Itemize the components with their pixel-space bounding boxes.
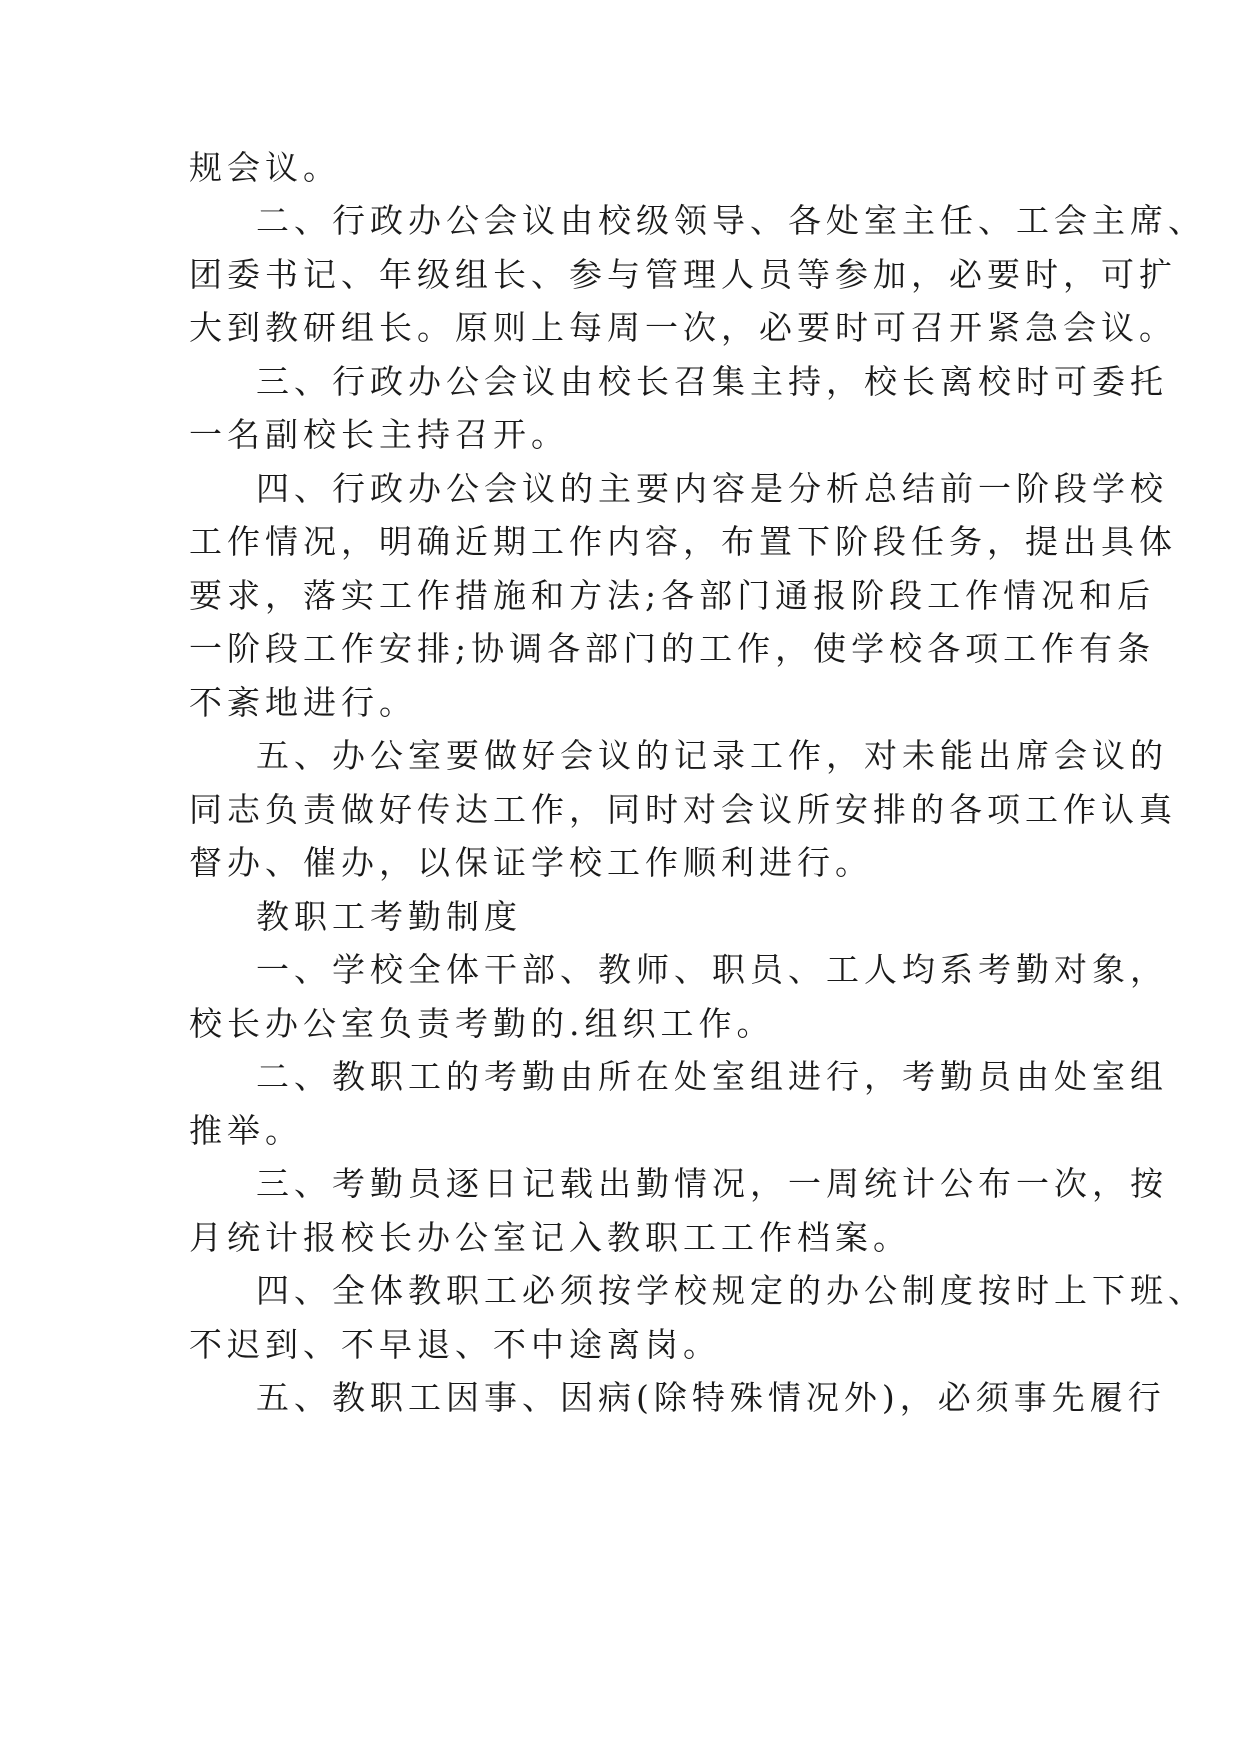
- paragraph-start: 三、行政办公会议由校长召集主持，校长离校时可委托: [256, 362, 1168, 401]
- paragraph-start: 四、全体教职工必须按学校规定的办公制度按时上下班、: [256, 1271, 1206, 1310]
- paragraph-start: 五、教职工因事、因病(除特殊情况外)，必须事先履行: [256, 1378, 1166, 1417]
- paragraph-start: 二、教职工的考勤由所在处室组进行，考勤员由处室组: [256, 1057, 1168, 1096]
- text-line: 规会议。: [189, 148, 341, 187]
- text-line: 一阶段工作安排;协调各部门的工作，使学校各项工作有条: [189, 629, 1156, 668]
- paragraph-start: 一、学校全体干部、教师、职员、工人均系考勤对象，: [256, 950, 1168, 989]
- paragraph-start: 五、办公室要做好会议的记录工作，对未能出席会议的: [256, 736, 1168, 775]
- text-line: 不迟到、不早退、不中途离岗。: [189, 1325, 721, 1364]
- text-line: 督办、催办，以保证学校工作顺利进行。: [189, 843, 873, 882]
- text-line: 要求，落实工作措施和方法;各部门通报阶段工作情况和后: [189, 576, 1156, 615]
- paragraph-start: 二、行政办公会议由校级领导、各处室主任、工会主席、: [256, 201, 1206, 240]
- text-line: 一名副校长主持召开。: [189, 415, 569, 454]
- text-line: 不紊地进行。: [189, 683, 417, 722]
- paragraph-start: 四、行政办公会议的主要内容是分析总结前一阶段学校: [256, 469, 1168, 508]
- text-line: 工作情况，明确近期工作内容，布置下阶段任务，提出具体: [189, 522, 1177, 561]
- section-heading: 教职工考勤制度: [256, 897, 522, 936]
- text-line: 大到教研组长。原则上每周一次，必要时可召开紧急会议。: [189, 308, 1177, 347]
- text-line: 推举。: [189, 1111, 303, 1150]
- text-line: 月统计报校长办公室记入教职工工作档案。: [189, 1218, 911, 1257]
- text-line: 团委书记、年级组长、参与管理人员等参加，必要时，可扩: [189, 255, 1177, 294]
- text-line: 同志负责做好传达工作，同时对会议所安排的各项工作认真: [189, 790, 1177, 829]
- text-line: 校长办公室负责考勤的.组织工作。: [189, 1004, 775, 1043]
- paragraph-start: 三、考勤员逐日记载出勤情况，一周统计公布一次，按: [256, 1164, 1168, 1203]
